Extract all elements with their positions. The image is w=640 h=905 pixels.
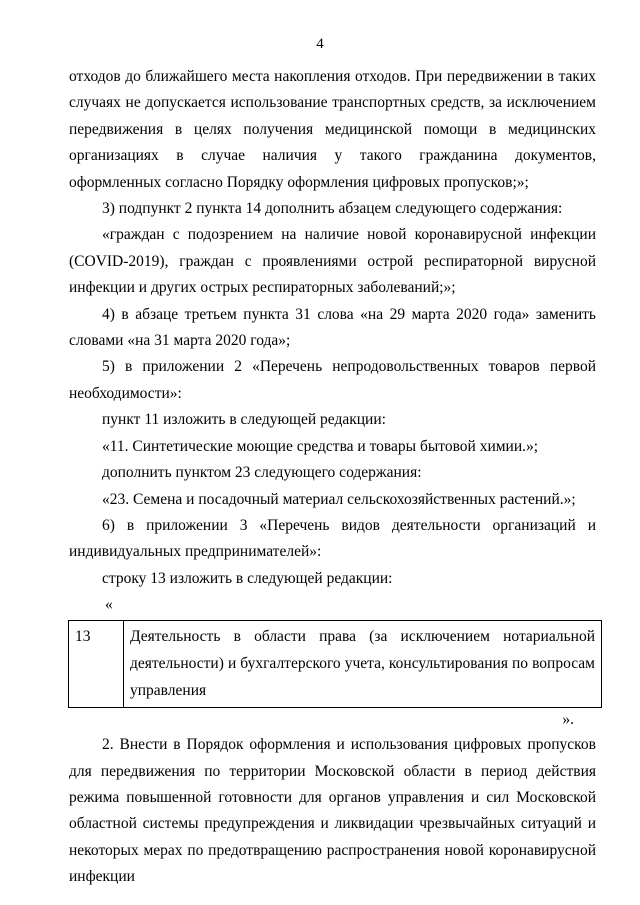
paragraphs-after	[69, 732, 596, 890]
paragraph: «23. Семена и посадочный материал сельскохозяйственных растений.»;	[102, 490, 576, 508]
paragraph: 6) в приложении 3 «Перечень видов деятельности организаций и индивидуальных предпринимателей»:	[69, 516, 596, 561]
paragraph: 4) в абзаце третьем пункта 31 слова «на 29 марта 2020 года» заменить словами «на 31 марта 2020 года»;	[69, 305, 596, 350]
quote-open-mark: «	[105, 596, 113, 614]
paragraphs-before	[69, 64, 596, 592]
paragraph: 3) подпункт 2 пункта 14 дополнить абзацем следующего содержания:	[102, 200, 563, 218]
paragraph: дополнить пунктом 23 следующего содержания:	[102, 464, 422, 482]
paragraph: пункт 11 изложить в следующей редакции:	[102, 411, 386, 429]
paragraph: отходов до ближайшего места накопления отходов. При передвижении в таких случаях не допускается использование транспортных средств, за исключением передвижения в целях получения медицинской помощи в медицинских организациях в случае наличия у такого гражданина документов, оформленных согласно Порядку оформления цифровых пропусков;»;	[69, 68, 596, 191]
paragraph: 2. Внести в Порядок оформления и использования цифровых пропусков для передвижения по территории Московской области в период действия режима повышенной готовности для органов управления и сил Московской областной системы предупреждения и ликвидации чрезвычайных ситуаций и некоторых мерах по предотвращению распространения новой коронавирусной инфекции	[69, 736, 596, 886]
document-body	[69, 64, 596, 891]
activity-table	[68, 620, 602, 708]
table-row	[69, 621, 602, 708]
table-row-description: Деятельность в области права (за исключением нотариальной деятельности) и бухгалтерского учета, консультирования по вопросам управления	[124, 621, 602, 708]
paragraph: «граждан с подозрением на наличие новой коронавирусной инфекции (COVID-2019), граждан с проявлениями острой респираторной вирусной инфекции и других острых респираторных заболеваний;»;	[69, 226, 596, 297]
paragraph: 5) в приложении 2 «Перечень непродовольственных товаров первой необходимости»:	[69, 358, 596, 402]
paragraph: строку 13 изложить в следующей редакции:	[102, 569, 393, 587]
quote-close-mark: ».	[562, 711, 574, 729]
table-row-number: 13	[69, 621, 124, 708]
paragraph: «11. Синтетические моющие средства и товары бытовой химии.»;	[102, 437, 539, 455]
page-number: 4	[316, 36, 324, 52]
